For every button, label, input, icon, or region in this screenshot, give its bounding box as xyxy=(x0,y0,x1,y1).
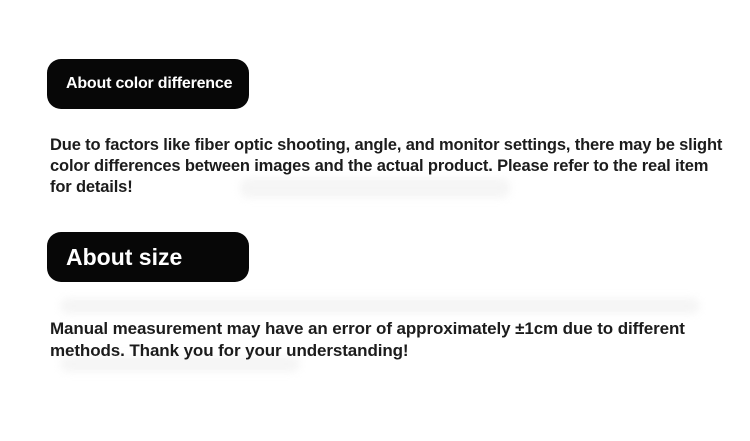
size-heading-text: About size xyxy=(66,243,183,270)
color-difference-paragraph: Due to factors like fiber optic shooting, angle, and monitor settings, there may be slight color differences between images and the actual product. Please refer to the real item for details! xyxy=(50,136,723,196)
size-paragraph: Manual measurement may have an error of approximately ±1cm due to different methods. Thank you for your understanding! xyxy=(50,319,685,360)
size-heading xyxy=(47,232,249,282)
color-difference-heading-text: About color difference xyxy=(66,75,233,92)
background-smudge xyxy=(60,298,700,314)
color-difference-heading xyxy=(47,59,249,109)
